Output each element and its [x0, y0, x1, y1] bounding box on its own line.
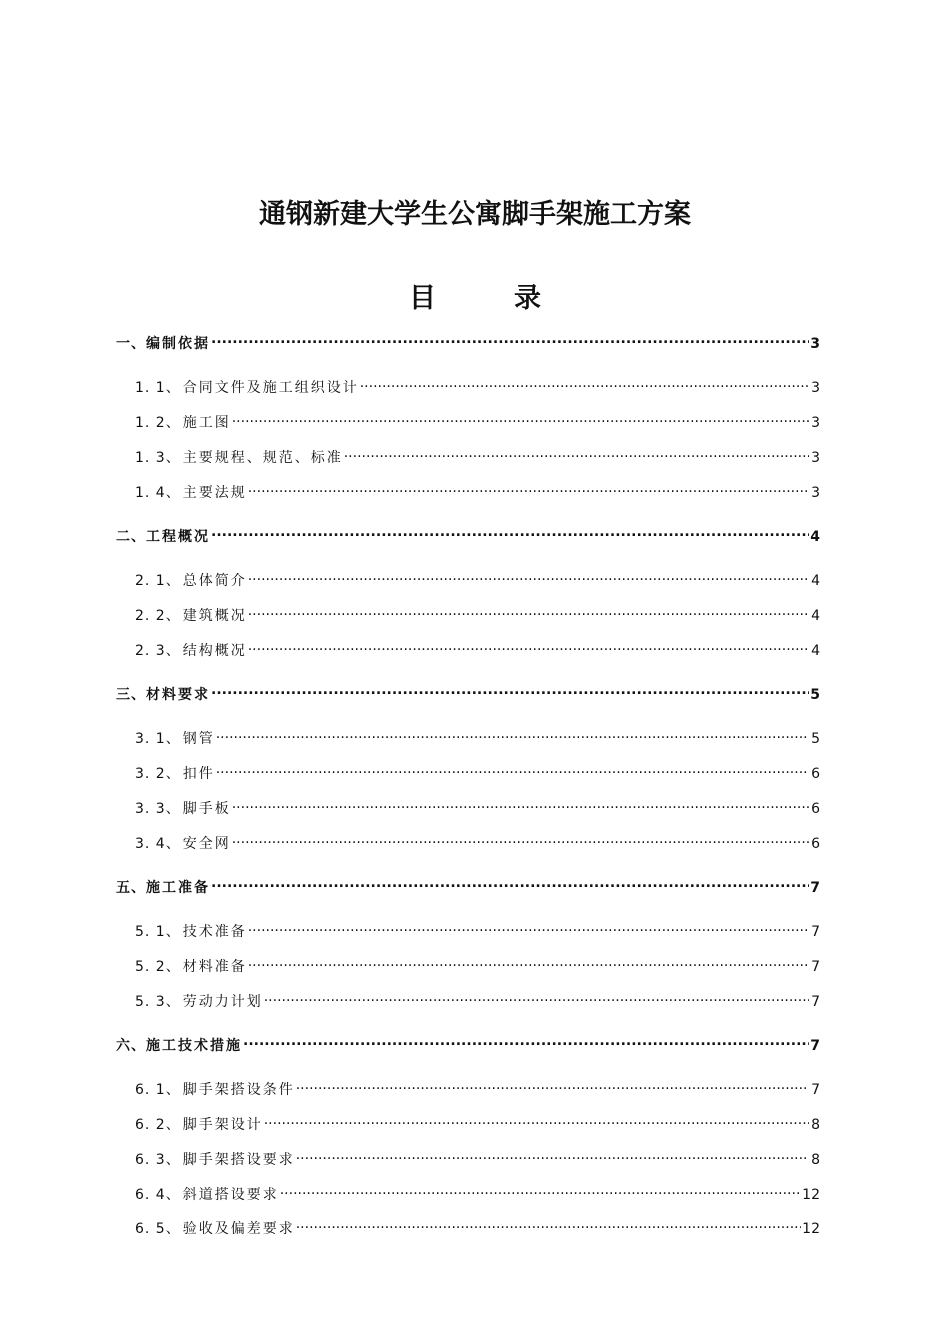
toc-entry-label: 施工图: [182, 415, 231, 431]
toc-entry-number: 6. 5、: [135, 1221, 181, 1237]
toc-section-entry[interactable]: [116, 681, 820, 704]
toc-section-entry[interactable]: [116, 523, 820, 546]
toc-entry-label: 施工准备: [146, 880, 210, 896]
toc-entry-page-number: 4: [811, 643, 820, 659]
toc-entry-number: 3. 4、: [135, 836, 181, 852]
toc-subsection-entry[interactable]: [135, 988, 820, 1011]
toc-subsection-entry[interactable]: [135, 830, 820, 853]
toc-dot-leader: [248, 953, 809, 971]
toc-entry-label: 编制依据: [146, 336, 210, 352]
toc-entry-page-number: 8: [811, 1117, 820, 1133]
toc-entry-number: 1. 1、: [135, 380, 181, 396]
toc-dot-leader: [216, 725, 809, 743]
toc-entry-page-number: 7: [811, 1082, 820, 1098]
toc-entry-label: 材料准备: [182, 959, 247, 975]
toc-entry-label: 斜道搭设要求: [182, 1187, 279, 1203]
toc-subsection-entry[interactable]: [135, 1181, 820, 1204]
toc-dot-leader: [360, 374, 809, 392]
toc-entry-page-number: 12: [802, 1221, 820, 1237]
toc-entry-label: 技术准备: [182, 924, 247, 940]
toc-dot-leader: [248, 637, 809, 655]
toc-entry-label: 材料要求: [146, 687, 210, 703]
toc-entry-label: 结构概况: [182, 643, 247, 659]
toc-section-entry[interactable]: [116, 1032, 820, 1055]
toc-entry-page-number: 7: [810, 880, 820, 896]
toc-entry-number: 2. 1、: [135, 573, 181, 589]
toc-entry-label: 脚手架设计: [182, 1117, 263, 1133]
toc-entry-label: 工程概况: [146, 529, 210, 545]
toc-entry-number: 六、: [116, 1038, 146, 1054]
toc-entry-number: 6. 4、: [135, 1187, 181, 1203]
toc-entry-page-number: 7: [811, 994, 820, 1010]
toc-dot-leader: [344, 444, 809, 462]
toc-subsection-entry[interactable]: [135, 1215, 820, 1238]
toc-entry-number: 1. 4、: [135, 485, 181, 501]
toc-entry-number: 6. 1、: [135, 1082, 181, 1098]
toc-entry-label: 主要规程、规范、标准: [182, 450, 343, 466]
toc-subsection-entry[interactable]: [135, 918, 820, 941]
toc-entry-number: 5. 1、: [135, 924, 181, 940]
toc-entry-number: 1. 2、: [135, 415, 181, 431]
toc-dot-leader: [232, 409, 809, 427]
toc-entry-label: 安全网: [182, 836, 231, 852]
toc-entry-label: 脚手架搭设要求: [182, 1152, 295, 1168]
toc-entry-number: 五、: [116, 880, 146, 896]
toc-subsection-entry[interactable]: [135, 374, 820, 397]
toc-subsection-entry[interactable]: [135, 637, 820, 660]
toc-entry-page-number: 3: [811, 380, 820, 396]
toc-entry-page-number: 6: [811, 766, 820, 782]
toc-entry-page-number: 7: [810, 1038, 820, 1054]
toc-entry-label: 验收及偏差要求: [182, 1221, 295, 1237]
toc-entry-number: 5. 2、: [135, 959, 181, 975]
toc-dot-leader: [243, 1032, 809, 1050]
toc-entry-label: 总体简介: [182, 573, 247, 589]
toc-entry-page-number: 3: [811, 485, 820, 501]
toc-entry-label: 劳动力计划: [182, 994, 263, 1010]
toc-subsection-entry[interactable]: [135, 760, 820, 783]
toc-entry-page-number: 7: [811, 959, 820, 975]
toc-subsection-entry[interactable]: [135, 409, 820, 432]
toc-entry-number: 5. 3、: [135, 994, 181, 1010]
toc-dot-leader: [211, 874, 809, 892]
toc-entry-page-number: 6: [811, 801, 820, 817]
toc-dot-leader: [248, 918, 809, 936]
toc-entry-label: 脚手板: [182, 801, 231, 817]
toc-subsection-entry[interactable]: [135, 444, 820, 467]
toc-dot-leader: [264, 988, 809, 1006]
toc-entry-page-number: 3: [810, 336, 820, 352]
toc-entry-number: 二、: [116, 529, 146, 545]
toc-dot-leader: [211, 330, 809, 348]
toc-entry-label: 扣件: [182, 766, 215, 782]
toc-entry-page-number: 5: [810, 687, 820, 703]
toc-entry-number: 3. 2、: [135, 766, 181, 782]
toc-subsection-entry[interactable]: [135, 567, 820, 590]
toc-entry-number: 2. 2、: [135, 608, 181, 624]
toc-entry-label: 合同文件及施工组织设计: [182, 380, 359, 396]
document-title: 通钢新建大学生公寓脚手架施工方案: [259, 199, 691, 230]
toc-subsection-entry[interactable]: [135, 1111, 820, 1134]
toc-entry-page-number: 4: [810, 529, 820, 545]
toc-dot-leader: [248, 602, 809, 620]
toc-entry-page-number: 4: [811, 573, 820, 589]
toc-dot-leader: [232, 795, 809, 813]
toc-dot-leader: [264, 1111, 809, 1129]
toc-entry-number: 2. 3、: [135, 643, 181, 659]
toc-heading-right: 录: [514, 283, 541, 314]
toc-entry-page-number: 12: [802, 1187, 820, 1203]
toc-entry-label: 主要法规: [182, 485, 247, 501]
toc-entry-number: 3. 1、: [135, 731, 181, 747]
toc-entry-label: 脚手架搭设条件: [182, 1082, 295, 1098]
toc-subsection-entry[interactable]: [135, 795, 820, 818]
toc-section-entry[interactable]: [116, 874, 820, 897]
toc-entry-page-number: 8: [811, 1152, 820, 1168]
toc-entry-page-number: 7: [811, 924, 820, 940]
toc-dot-leader: [232, 830, 809, 848]
toc-subsection-entry[interactable]: [135, 602, 820, 625]
toc-dot-leader: [296, 1146, 809, 1164]
toc-dot-leader: [296, 1215, 801, 1233]
toc-subsection-entry[interactable]: [135, 479, 820, 502]
toc-entry-number: 3. 3、: [135, 801, 181, 817]
toc-dot-leader: [248, 479, 809, 497]
toc-entry-number: 三、: [116, 687, 146, 703]
toc-dot-leader: [211, 523, 809, 541]
toc-entry-number: 6. 3、: [135, 1152, 181, 1168]
toc-entry-page-number: 3: [811, 450, 820, 466]
toc-entry-label: 钢管: [182, 731, 215, 747]
toc-entry-number: 1. 3、: [135, 450, 181, 466]
toc-dot-leader: [211, 681, 809, 699]
toc-subsection-entry[interactable]: [135, 953, 820, 976]
toc-heading-left: 目: [409, 283, 436, 314]
toc-dot-leader: [296, 1076, 809, 1094]
toc-entry-label: 建筑概况: [182, 608, 247, 624]
toc-subsection-entry[interactable]: [135, 725, 820, 748]
toc-entry-page-number: 4: [811, 608, 820, 624]
toc-entry-number: 一、: [116, 336, 146, 352]
toc-entry-page-number: 5: [811, 731, 820, 747]
toc-dot-leader: [248, 567, 809, 585]
toc-entry-label: 施工技术措施: [146, 1038, 242, 1054]
toc-dot-leader: [280, 1181, 801, 1199]
toc-section-entry[interactable]: [116, 330, 820, 353]
toc-subsection-entry[interactable]: [135, 1076, 820, 1099]
toc-dot-leader: [216, 760, 809, 778]
toc-entry-number: 6. 2、: [135, 1117, 181, 1133]
toc-entry-page-number: 3: [811, 415, 820, 431]
toc-subsection-entry[interactable]: [135, 1146, 820, 1169]
toc-entry-page-number: 6: [811, 836, 820, 852]
